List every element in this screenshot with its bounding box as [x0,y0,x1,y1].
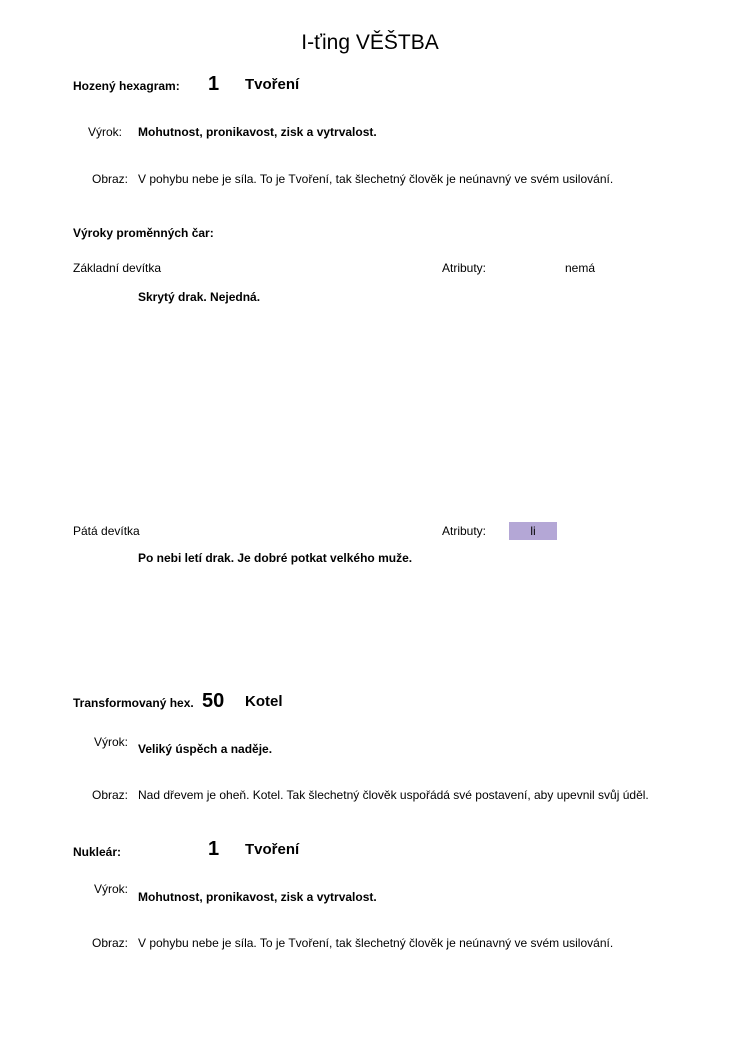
cast-hexagram-label: Hozený hexagram: [73,79,180,93]
nuclear-image-text: V pohybu nebe je síla. To je Tvoření, tak šlechetný člověk je neúnavný ve svém usilování. [138,936,614,950]
transformed-image-text: Nad dřevem je oheň. Kotel. Tak šlechetný člověk uspořádá své postavení, aby upevnil svůj úděl. [138,788,649,802]
cast-image-text: V pohybu nebe je síla. To je Tvoření, tak šlechetný člověk je neúnavný ve svém usilování. [138,172,614,186]
nuclear-hexagram-label: Nukleár: [73,845,122,859]
transformed-judgement-label: Výrok: [93,735,128,749]
nuclear-judgement-label: Výrok: [93,882,128,896]
cast-image-label: Obraz: [91,172,128,186]
line-2-name: Pátá devítka [73,524,140,538]
line-1-text: Skrytý drak. Nejedná. [138,290,261,304]
cast-hexagram-name: Tvoření [245,76,300,93]
transformed-hexagram-number: 50 [202,690,225,712]
cast-judgement-text: Mohutnost, pronikavost, zisk a vytrvalost. [138,125,377,139]
nuclear-image-label: Obraz: [91,936,128,950]
line-2-attr-badge: li [509,522,557,540]
changing-lines-heading: Výroky proměnných čar: [73,226,214,240]
nuclear-judgement-text: Mohutnost, pronikavost, zisk a vytrvalost. [138,890,377,904]
cast-judgement-label: Výrok: [87,125,122,139]
page-title: I-ťing VĚŠTBA [301,31,439,54]
line-1-attr-value: nemá [565,261,596,275]
line-2-attr-label: Atributy: [442,524,487,538]
line-1-name: Základní devítka [73,261,162,275]
transformed-image-label: Obraz: [91,788,128,802]
cast-hexagram-number: 1 [208,73,220,95]
nuclear-hexagram-number: 1 [208,838,220,860]
nuclear-hexagram-name: Tvoření [245,841,300,858]
line-1-attr-label: Atributy: [442,261,487,275]
line-2-text: Po nebi letí drak. Je dobré potkat velkého muže. [138,551,413,565]
transformed-hexagram-name: Kotel [245,693,283,710]
transformed-judgement-text: Veliký úspěch a naděje. [138,742,273,756]
transformed-hexagram-label: Transformovaný hex. [73,696,194,710]
